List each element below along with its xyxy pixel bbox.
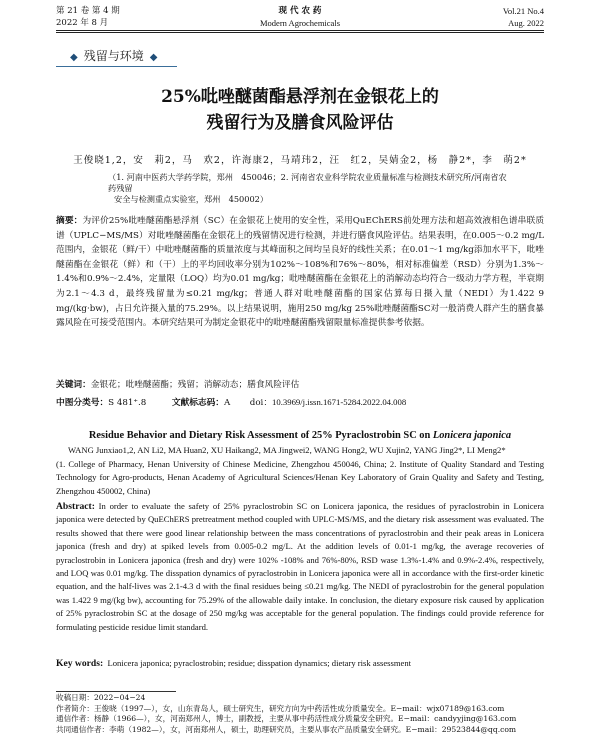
doi-link[interactable]: 10.3969/j.issn.1671-5284.2022.04.008 <box>272 397 407 407</box>
doi-label: doi： <box>249 398 273 408</box>
doc-code-value: A <box>223 398 231 408</box>
title-cn-line1: 25%吡唑醚菌酯悬浮剂在金银花上的 <box>161 87 439 107</box>
title-en-main: Residue Behavior and Dietary Risk Assessment of 25% Pyraclostrobin SC on <box>88 430 433 441</box>
affiliation-cn-line1: （1. 河南中医药大学药学院，郑州 450046；2. 河南省农业科学院农业质量标准与检测技术研究所/河南省农药残留 <box>108 172 507 193</box>
title-cn-line2: 残留行为及膳食风险评估 <box>206 113 394 133</box>
keywords-cn-text: 金银花；吡唑醚菌酯；残留；消解动态；膳食风险评估 <box>90 380 300 390</box>
footnotes <box>56 693 556 735</box>
header-journal-cn: 现 代 农 药 <box>278 6 322 16</box>
footnote-rule <box>56 691 176 692</box>
section-tag <box>56 46 177 67</box>
header-rule <box>56 30 544 31</box>
abstract-cn <box>56 214 544 331</box>
affiliation-cn <box>108 172 508 205</box>
abstract-cn-text: 为评价25%吡唑醚菌酯悬浮剂（SC）在金银花上使用的安全性，采用QuEChERS前处理方法和超高效液相色谱串联质谱（UPLC−MS/MS）对吡唑醚菌酯在金银花上的残留情况进行检测，并进行膳食风险评估。结果表明，在0.005～0.2 mg/L范围内，金银花（鲜/干）中吡唑醚菌酯的质量浓度与其峰面积之间均呈良好的线性关系；在0.01～1 mg/kg添加水平下，吡唑醚菌酯在金银花（鲜）和（干）上的平均回收率分别为102%～108%和76%～80%，相对标准偏差（RSD）分别为1.3%～1.4%和0.9%～2.4%，定量限（LOQ）均为0.01 mg/kg；吡唑醚菌酯在金银花上的消解动态均符合一级动力学方程，半衰期为2.1～4.3 d，最终残留量为≤0.21 mg/kg；普通人群对吡唑醚菌酯的国家估算每日摄入量（NEDI）为1.422 9 mg/(kg·bw)，占日允许摄入量的75.29%。以上结果说明，施用250 mg/kg 25%吡唑醚菌酯SC对一般消费人群产生的膳食暴露风险在可接受范围内。本研究结果可为制定金银花中的吡唑醚菌酯残留限量标准提供参考依据。 <box>56 216 545 329</box>
footnote-co-corresponding: 共同通信作者：李萌（1982—），女，河南郑州人，硕士，助理研究员，主要从事农产品质量安全研究。E−mail：29523844@qq.com <box>56 724 517 734</box>
affiliation-cn-line2: 安全与检测重点实验室，郑州 450002） <box>114 194 269 204</box>
title-en <box>0 430 600 441</box>
abstract-en-text: In order to evaluate the safety of 25% pyraclostrobin SC on Lonicera japonica, the residues of pyraclostrobin in Lonicera japonica were detected by QuEChERS pretreatment method coupled with UPLC-MS/MS, and the dietary risk assessment was evaluated. The results showed that there were good linear relationship between the mass concentrations of pyraclostrobin and their peak areas in Lonicera japonica (fresh and dry) at spiked levels from 0.005-0.2 mg/L. At the addition levels of 0.01-1 mg/kg, the average recoveries of pyraclostrobin in Lonicera japonica (fresh and dry) were 102% -108% and 76%-80%, RSD wase 1.3%-1.4% and 0.9%-2.4%, respectively, and LOQ was 0.01 mg/kg. The disspation dynamics of pyraclostrobin in Lonicera japonica were all in accordance with the first-order kinetic equation, and the half-lives was 2.1-4.3 d with the final residues being ≤0.21 mg/kg. The NEDI of pyraclostrobin for the general population was 1.422 9 mg/(kg bw), accounting for 75.29% of the allowable daily intake. In conclusion, the dietary exposure risk caused by application of 25% pyraclostrobin SC at the dosage of 250 mg/kg was acceptable for the general population. The findings could provide reference for formulating pesticide residue limit standard. <box>56 501 545 632</box>
header-rule-thin <box>56 32 544 33</box>
classification-line <box>56 395 544 411</box>
affiliation-en: (1. College of Pharmacy, Henan University of Chinese Medicine, Zhengzhou 450046, China; 2. Institute of Quality Standard and Testing Technology for Agro-products, Henan Academy of Agricultural Sciences/Henan Key Laboratory of Grain Quality and Safety and Testing, Zhengzhou 450002, China) <box>56 459 544 496</box>
clc-value: S 481⁺.8 <box>108 398 147 408</box>
section-label: 残留与环境 <box>83 49 144 63</box>
diamond-icon: ◆ <box>70 52 78 63</box>
clc-label: 中图分类号： <box>56 398 109 408</box>
keywords-en <box>56 657 544 670</box>
footnote-corresponding: 通信作者：杨静（1966—），女，河南郑州人，博士，副教授，主要从事中药活性成分质量安全研究。E−mail：candyyjing@163.com <box>56 714 517 724</box>
header-volume-en: Vol.21 No.4 <box>502 6 544 16</box>
doc-code-label: 文献标志码： <box>171 398 224 408</box>
keywords-cn <box>56 378 544 393</box>
title-en-italic: Lonicera japonica <box>432 430 512 441</box>
footnote-author: 作者简介：王俊晓（1997—），女，山东青岛人，硕士研究生，研究方向为中药活性成分质量安全。E−mail：wjx07189@163.com <box>56 703 505 713</box>
footnote-received: 收稿日期：2022−04−24 <box>56 693 146 702</box>
abstract-en <box>56 500 544 634</box>
keywords-en-label: Key words: <box>56 658 104 669</box>
header-journal-en: Modern Agrochemicals <box>259 18 341 28</box>
keywords-en-text: Lonicera japonica; pyraclostrobin; residue; disspation dynamics; dietary risk assessment <box>107 658 412 668</box>
keywords-cn-label: 关键词： <box>56 380 91 390</box>
diamond-icon: ◆ <box>149 52 158 63</box>
authors-cn: 王俊晓1,2，安 莉2，马 欢2，许海康2，马靖玮2，汪 红2，吴婧金2，杨 静2*，李 萌2* <box>73 155 527 166</box>
abstract-cn-label: 摘要： <box>56 216 83 226</box>
header-volume-cn: 第 21 卷 第 4 期 <box>56 6 120 16</box>
authors-en: WANG Junxiao1,2, AN Li2, MA Huan2, XU Haikang2, MA Jingwei2, WANG Hong2, WU Xujin2, YANG Jing2*, LI Meng2* <box>68 445 506 455</box>
header-date-cn: 2022 年 8 月 <box>56 18 109 28</box>
abstract-en-label: Abstract: <box>56 501 95 512</box>
header-date-en: Aug. 2022 <box>508 18 544 28</box>
